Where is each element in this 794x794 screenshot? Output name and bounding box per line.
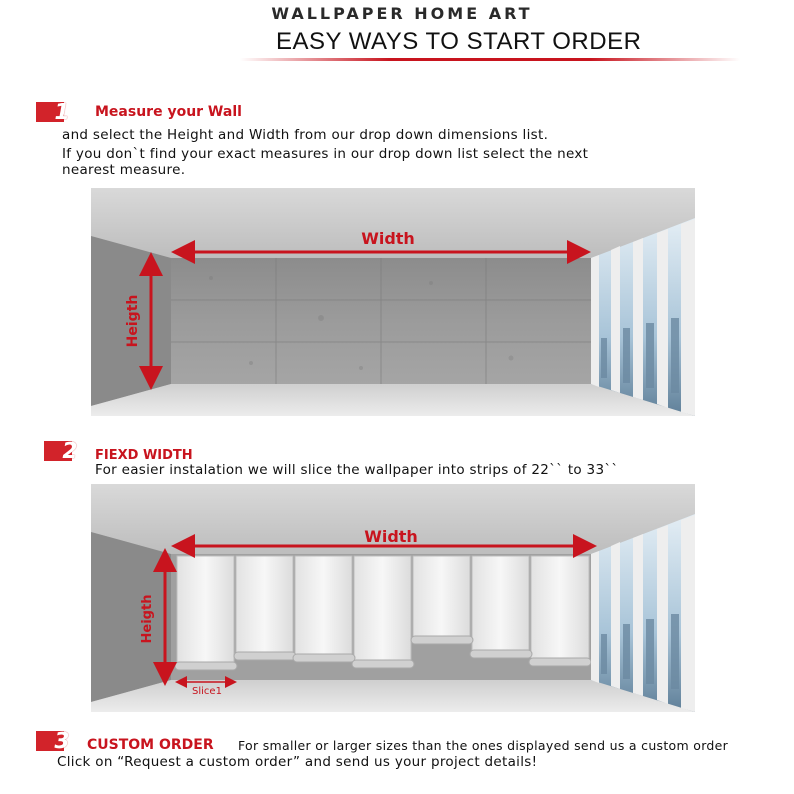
step-1-text-line-2: If you don`t find your exact measures in our drop down list select the next	[62, 146, 589, 162]
step-3-text-line-2: Click on “Request a custom order” and send us your project details!	[57, 754, 538, 770]
room-2-height-label: Heigth	[140, 594, 155, 644]
slice-label: Slice1	[192, 686, 222, 697]
step-1-title: Measure your Wall	[95, 104, 242, 120]
step-3-title: CUSTOM ORDER	[87, 737, 214, 753]
room-2-width-label: Width	[364, 527, 418, 546]
room-1-width-label: Width	[361, 229, 415, 248]
room-strips-illustration	[91, 484, 695, 712]
room-1-height-label: Heigth	[125, 294, 141, 348]
step-2-badge: 2	[44, 440, 77, 462]
brand-title: WALLPAPER HOME ART	[271, 4, 533, 23]
page-headline: EASY WAYS TO START ORDER	[276, 28, 642, 55]
step-1-text-line-1: and select the Height and Width from our drop down dimensions list.	[62, 127, 549, 143]
step-1-badge: 1	[36, 101, 69, 123]
step-3-text-line-1: For smaller or larger sizes than the ones displayed send us a custom order	[238, 738, 729, 753]
headline-underline	[240, 58, 740, 61]
step-2-title: FIEXD WIDTH	[95, 448, 193, 463]
step-3-badge: 3	[36, 730, 69, 752]
step-2-text-line-1: For easier instalation we will slice the wallpaper into strips of 22`` to 33``	[95, 462, 619, 478]
step-1-text-line-3: nearest measure.	[62, 162, 186, 178]
room-measure-illustration	[91, 188, 695, 416]
